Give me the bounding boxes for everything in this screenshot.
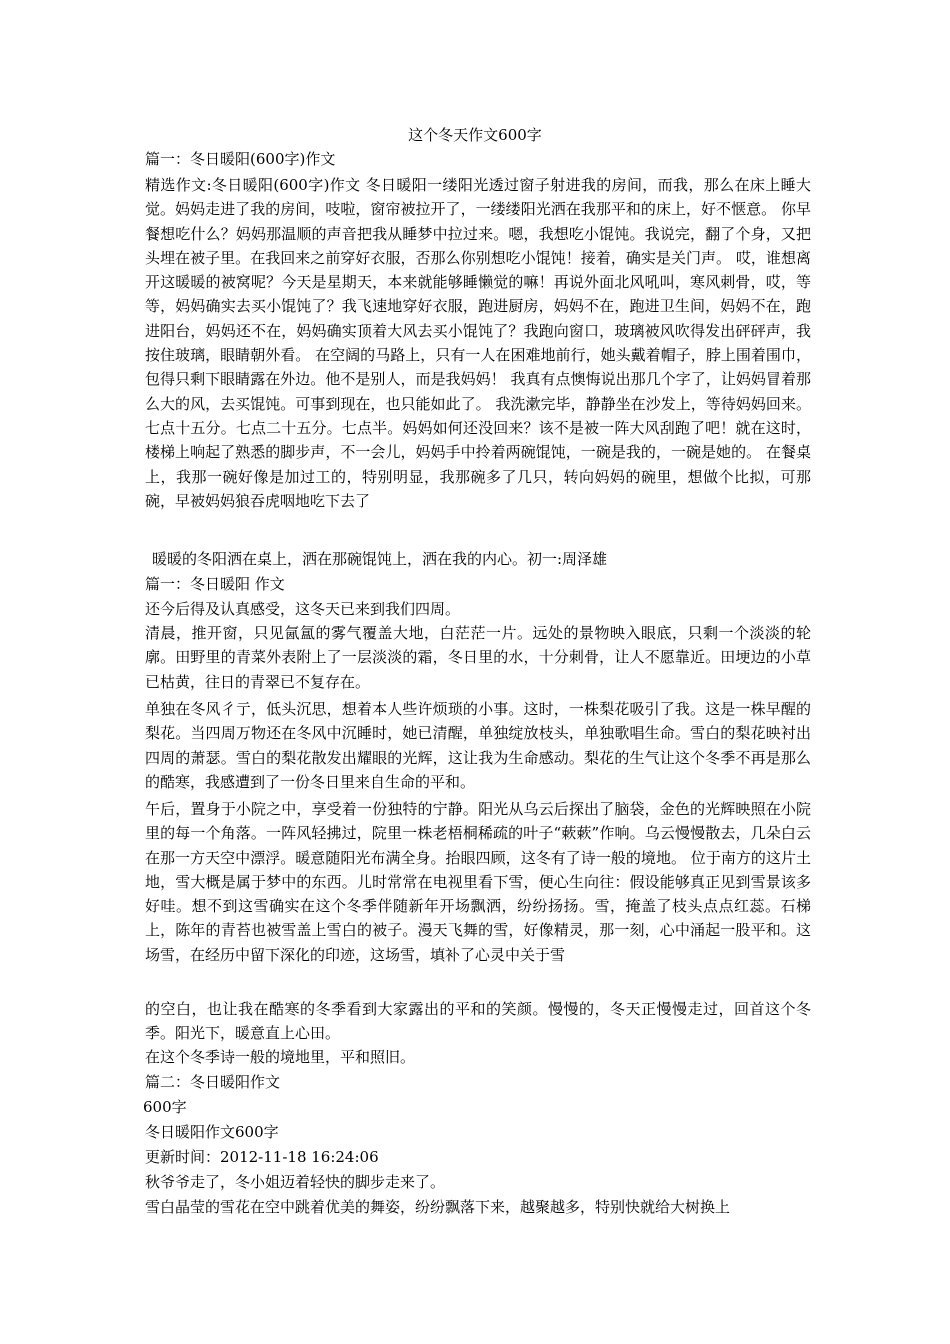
document-title: 这个冬天作文600字 xyxy=(408,126,542,144)
section2-paragraph-4: 午后，置身于小院之中，享受着一份独特的宁静。阳光从乌云后探出了脑袋，金色的光辉映照在小院里的每一个角落。一阵风轻拂过，院里一株老梧桐稀疏的叶子“蔌蔌”作响。乌云慢慢散去，几朵白云在那一方天空中漂浮。暖意随阳光布满全身。抬眼四顾，这冬有了诗一般的境地。 位于南方的这片土地，雪大概是属于梦中的东西。儿时常常在电视里看下雪，便心生向往：假设能够真正见到雪景该多好哇。想不到这雪确实在这个冬季伴随新年开场飘洒，纷纷扬扬。雪，掩盖了枝头点点红蕊。石梯上，陈年的青苔也被雪盖上雪白的被子。漫天飞舞的雪，好像精灵，那一刻，心中涌起一股平和。这场雪，在经历中留下深化的印迹，这场雪，填补了心灵中关于雪 xyxy=(145,800,811,964)
section3-subtitle: 冬日暖阳作文600字 xyxy=(145,1123,279,1141)
section2-heading: 篇一：冬日暖阳 作文 xyxy=(145,575,285,593)
section1-body: 精选作文:冬日暖阳(600字)作文 冬日暖阳一缕阳光透过窗子射进我的房间，而我，那么在床上睡大觉。妈妈走进了我的房间，吱啦，窗帘被拉开了，一缕缕阳光洒在我那平和的床上，好不惬意。 你早餐想吃什么？妈妈那温顺的声音把我从睡梦中拉过来。嗯，我想吃小馄饨。我说完，翻了个身，又把头埋在被子里。在我回来之前穿好衣服，否那么你别想吃小馄饨！接着，确实是关门声。 哎，谁想离开这暖暖的被窝呢？今天是星期天，本来就能够睡懒觉的嘛！再说外面北风吼叫，寒风刺骨，哎，等等，妈妈确实去买小馄饨了？我飞速地穿好衣服，跑进厨房，妈妈不在，跑进卫生间，妈妈不在，跑进阳台，妈妈还不在，妈妈确实顶着大风去买小馄饨了？我跑向窗口，玻璃被风吹得发出砰砰声，我按住玻璃，眼睛朝外看。 在空阔的马路上，只有一人在困难地前行，她头戴着帽子，脖上围着围巾，包得只剩下眼睛露在外边。他不是别人，而是我妈妈！ 我真有点懊悔说出那几个字了，让妈妈冒着那么大的风，去买馄饨。可事到现在，也只能如此了。 我洗漱完毕，静静坐在沙发上，等待妈妈回来。七点十五分。七点二十五分。七点半。妈妈如何还没回来？该不是被一阵大风刮跑了吧！就在这时，楼梯上响起了熟悉的脚步声，不一会儿，妈妈手中拎着两碗馄饨，一碗是我的，一碗是她的。 在餐桌上，我那一碗好像是加过工的，特别明显，我那碗多了几只，转向妈妈的碗里，想做个比拟，可那碗，早被妈妈狼吞虎咽地吃下去了 xyxy=(145,176,811,510)
section3-paragraph-2: 雪白晶莹的雪花在空中跳着优美的舞姿，纷纷飘落下来，越聚越多，特别快就给大树换上 xyxy=(145,1198,731,1216)
section3-heading: 篇二：冬日暖阳作文 xyxy=(145,1073,281,1091)
section2-paragraph-2: 清晨，推开窗，只见氤氲的雾气覆盖大地，白茫茫一片。远处的景物映入眼底，只剩一个淡淡的轮廓。田野里的青菜外表附上了一层淡淡的霜，冬日里的水，十分刺骨，让人不愿靠近。田埂边的小草已枯黄，往日的青翠已不复存在。 xyxy=(145,624,811,691)
section1-heading: 篇一：冬日暖阳(600字)作文 xyxy=(145,150,336,168)
section3-paragraph-1: 秋爷爷走了，冬小姐迈着轻快的脚步走来了。 xyxy=(145,1173,446,1191)
section3-update-time: 更新时间：2012-11-18 16:24:06 xyxy=(145,1148,379,1166)
section1-tail: 暖暖的冬阳洒在桌上，洒在那碗馄饨上，洒在我的内心。初一:周泽雄 xyxy=(152,550,608,568)
section2-paragraph-1: 还今后得及认真感受，这冬天已来到我们四周。 xyxy=(145,600,461,618)
section2-paragraph-6: 在这个冬季诗一般的境地里，平和照旧。 xyxy=(145,1048,416,1066)
section2-paragraph-3: 单独在冬风彳亍，低头沉思，想着本人些许烦琐的小事。这时，一株梨花吸引了我。这是一株早醒的梨花。当四周万物还在冬风中沉睡时，她已清醒，单独绽放枝头，单独歌唱生命。雪白的梨花映衬出四周的萧瑟。雪白的梨花散发出耀眼的光辉，这让我为生命感动。梨花的生气让这个冬季不再是那么的酷寒，我感遭到了一份冬日里来自生命的平和。 xyxy=(145,700,811,791)
section3-word-count: 600字 xyxy=(143,1098,187,1116)
section2-paragraph-5: 的空白，也让我在酷寒的冬季看到大家露出的平和的笑颜。慢慢的，冬天正慢慢走过，回首这个冬季。阳光下，暖意直上心田。 xyxy=(145,1000,811,1043)
